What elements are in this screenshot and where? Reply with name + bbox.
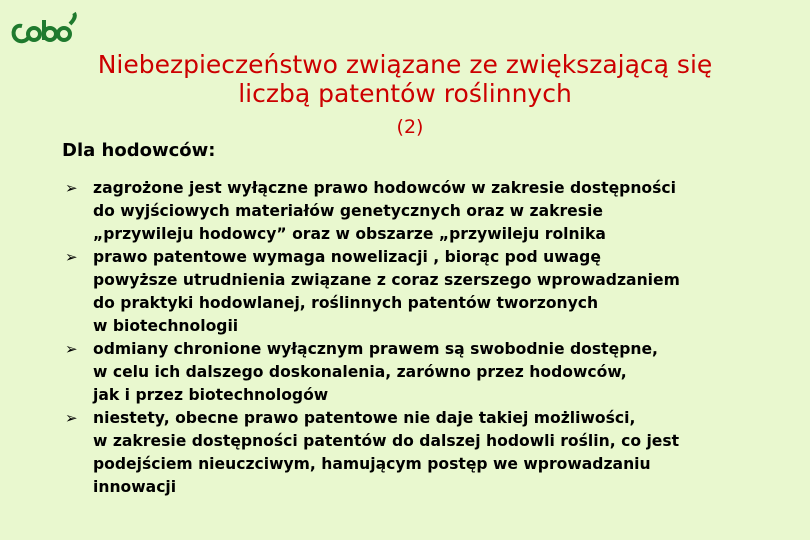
- cobo-logo-icon: [8, 10, 78, 52]
- bullet-text-line: powyższe utrudnienia związane z coraz szerszego wprowadzaniem: [93, 271, 680, 289]
- arrow-bullet-icon: ➢: [65, 179, 78, 197]
- bullet-text-line: do praktyki hodowlanej, roślinnych patentów tworzonych: [93, 294, 599, 312]
- list-item: [65, 246, 745, 338]
- arrow-bullet-icon: ➢: [65, 340, 78, 358]
- section-label: Dla hodowców:: [62, 140, 216, 161]
- bullet-text-line: prawo patentowe wymaga nowelizacji , biorąc pod uwagę: [93, 248, 601, 266]
- bullet-text-line: w biotechnologii: [93, 317, 239, 335]
- bullet-text-line: w zakresie dostępności patentów do dalszej hodowli roślin, co jest: [93, 432, 680, 450]
- list-item: [65, 177, 745, 246]
- title-line-1: Niebezpieczeństwo związane ze zwiększającą się: [97, 50, 713, 79]
- arrow-bullet-icon: ➢: [65, 409, 78, 427]
- list-item: [65, 338, 745, 407]
- bullet-text-line: podejściem nieuczciwym, hamującym postęp we wprowadzaniu: [93, 455, 651, 473]
- page-title: [0, 50, 810, 108]
- bullet-list: [65, 177, 745, 499]
- title-number: (2): [396, 116, 424, 138]
- bullet-text-line: „przywileju hodowcy” oraz w obszarze „przywileju rolnika: [93, 225, 606, 243]
- bullet-text-line: zagrożone jest wyłączne prawo hodowców w zakresie dostępności: [93, 179, 676, 197]
- title-line-2: liczbą patentów roślinnych: [238, 79, 572, 108]
- arrow-bullet-icon: ➢: [65, 248, 78, 266]
- bullet-text-line: jak i przez biotechnologów: [93, 386, 329, 404]
- bullet-text-line: innowacji: [93, 478, 177, 496]
- bullet-text-line: w celu ich dalszego doskonalenia, zarówno przez hodowców,: [93, 363, 627, 381]
- list-item: [65, 407, 745, 499]
- bullet-text-line: niestety, obecne prawo patentowe nie daje takiej możliwości,: [93, 409, 636, 427]
- bullet-text-line: odmiany chronione wyłącznym prawem są swobodnie dostępne,: [93, 340, 658, 358]
- bullet-text-line: do wyjściowych materiałów genetycznych oraz w zakresie: [93, 202, 603, 220]
